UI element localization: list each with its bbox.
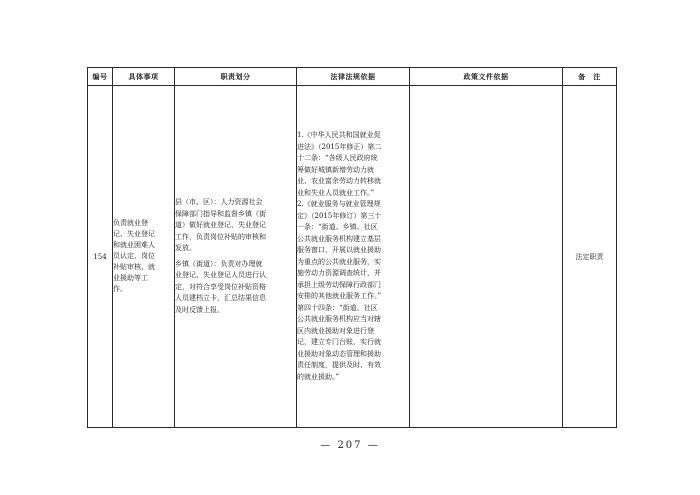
page-number: — 207 — [320, 440, 380, 451]
header-policy-basis: 政策文件依据 [410, 68, 563, 86]
duty-table [87, 67, 617, 428]
cell-policy-basis [410, 86, 563, 428]
duty-township-paragraph: 乡镇（街道）：负责对办理就 业登记、失业登记人员进行认 定，对符合享受岗位补贴资格 人员建档立卡，汇总结果信息 及时反馈上报。 [175, 259, 266, 314]
cell-duty-division [175, 86, 297, 428]
header-duty-division: 职责划分 [175, 68, 297, 86]
header-number: 编号 [88, 68, 113, 86]
cell-number: 154 [88, 86, 113, 428]
header-remarks: 备 注 [563, 68, 617, 86]
table-row [88, 86, 617, 428]
cell-remarks: 法定职责 [563, 86, 617, 428]
cell-specific-item: 负责就业登 记、失业登记 和就业困难人 员认定、岗位 补贴审核、就 业援助等工 作。 [113, 86, 175, 428]
header-specific-item: 具体事项 [113, 68, 175, 86]
duty-county-paragraph: 县（市、区）：人力资源社会 保障部门指导和监督乡镇（街 道）做好就业登记、失业登记 工作，负责岗位补贴的审核和 发放。 [175, 198, 266, 252]
cell-legal-basis: 1.《中华人民共和国就业促 进法》（2015年修正）第二 十二条：“各级人民政府统 筹做好城镇新增劳动力就 业、农业富余劳动力转移就 业和失业人员就业工作。” 2.《就业服务与就业管理规 定》（2015年修订）第三十 一条：“街道、乡镇、社区 公共就业服务机构建立基层 服务窗口，开展以就业援助 为重点的公共就业服务，实 施劳动力资源调查统计，并 承担上级劳动保障行政部门 安排的其他就业服务工作。” 第四十四条：“街道、社区 公共就业服务机构应当对辖 区内就业援助对象进行登 记，建立专门台账，实行就 业援助对象动态管理和援助 责任制度，提供及时、有效 的就业援助。” [297, 86, 410, 428]
table-header-row [88, 68, 617, 86]
header-legal-basis: 法律法规依据 [297, 68, 410, 86]
